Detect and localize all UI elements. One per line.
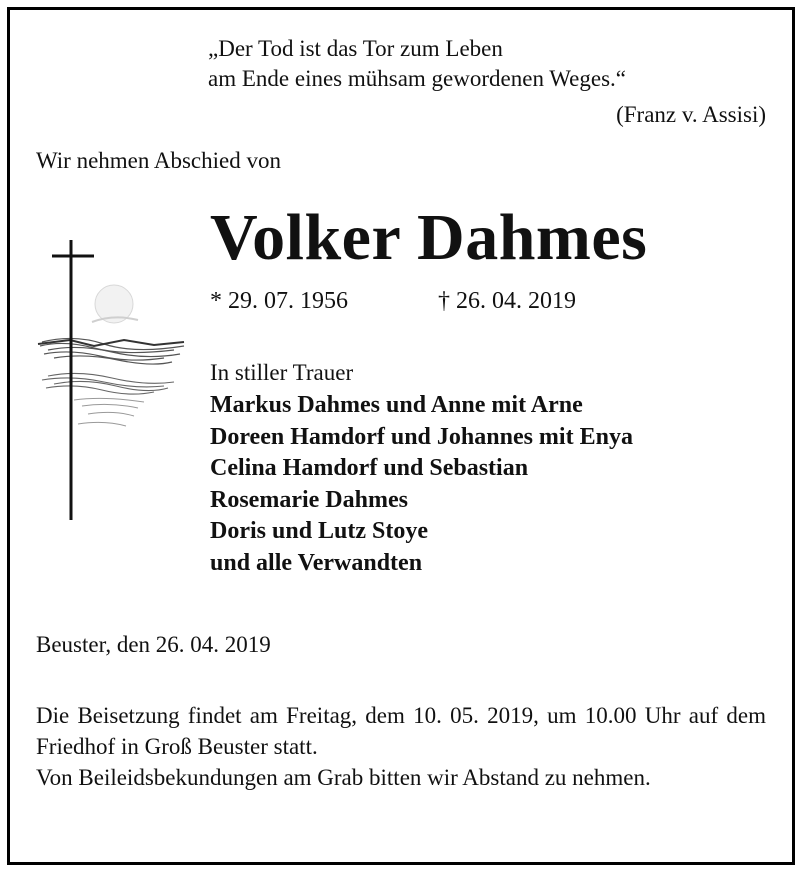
quote-line-1: „Der Tod ist das Tor zum Leben	[208, 36, 503, 61]
mourner-item: und alle Verwandten	[210, 549, 423, 576]
quote-line-2: am Ende eines mühsam gewordenen Weges.“	[208, 66, 626, 91]
death-date: † 26. 04. 2019	[438, 288, 576, 314]
mourner-item: Rosemarie Dahmes	[210, 486, 408, 513]
mourner-item: Doreen Hamdorf und Johannes mit Enya	[210, 423, 633, 450]
mourners-list	[210, 390, 633, 579]
quote-author: (Franz v. Assisi)	[616, 102, 766, 127]
funeral-notice	[36, 700, 766, 793]
notice-paragraph-2: Von Beileidsbekundungen am Grab bitten wir Abstand zu nehmen.	[36, 765, 651, 790]
notice-paragraph-1: Die Beisetzung findet am Freitag, dem 10. 05. 2019, um 10.00 Uhr auf dem Friedhof in Groß Beuster statt.	[36, 703, 766, 759]
quote	[208, 34, 626, 94]
intro-text: Wir nehmen Abschied von	[36, 148, 281, 173]
place-date: Beuster, den 26. 04. 2019	[36, 632, 271, 657]
mourner-item: Celina Hamdorf und Sebastian	[210, 455, 529, 481]
deceased-name: Volker Dahmes	[210, 201, 648, 274]
cross-landscape-icon	[34, 236, 194, 522]
birth-date: * 29. 07. 1956	[210, 288, 348, 314]
mourner-item: Markus Dahmes und Anne mit Arne	[210, 392, 583, 418]
mourner-item: Doris und Lutz Stoye	[210, 518, 429, 544]
mourning-label: In stiller Trauer	[210, 360, 354, 385]
